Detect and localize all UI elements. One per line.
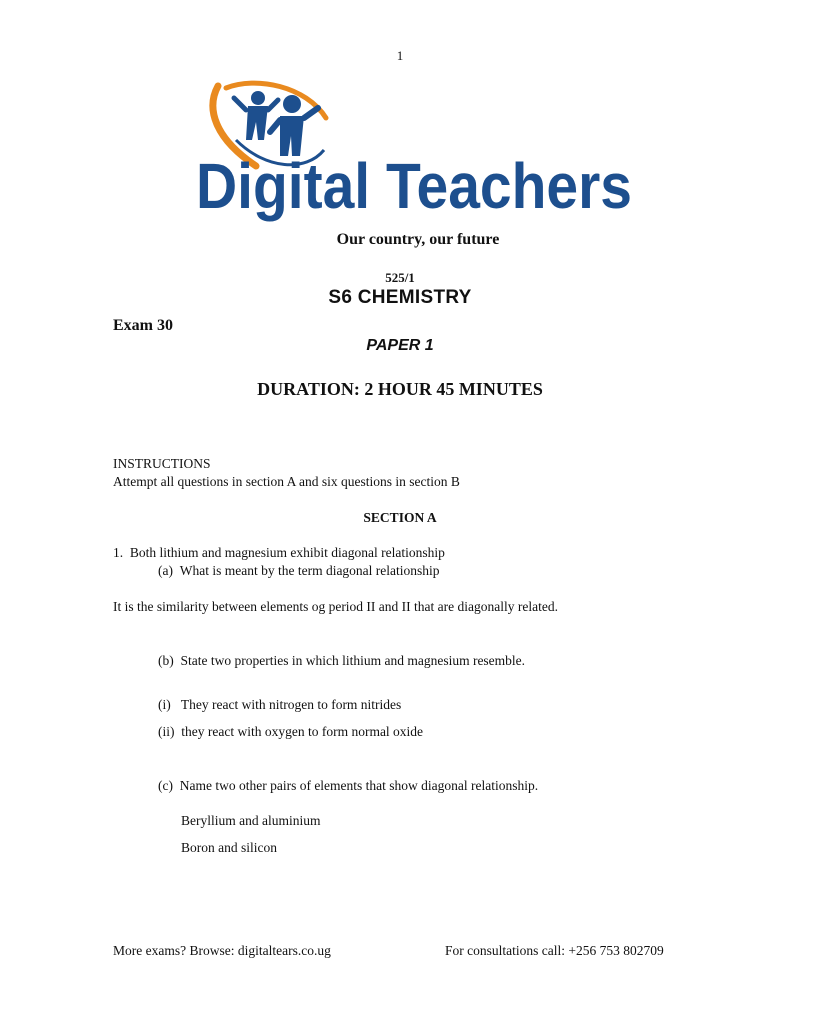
logo-wordmark: Digital Teachers (196, 150, 632, 222)
answer-1b-item: (i) They react with nitrogen to form nitrides (158, 697, 402, 712)
answer-1b-item: (ii) they react with oxygen to form normal oxide (158, 724, 424, 739)
question-1b: (b) State two properties in which lithium and magnesium resemble. (158, 653, 526, 668)
paper-title: PAPER 1 (366, 337, 434, 354)
question-1a: (a) What is meant by the term diagonal relationship (158, 563, 440, 578)
exam-number: Exam 30 (113, 317, 173, 334)
subject-title: S6 CHEMISTRY (328, 287, 472, 308)
instructions-text: Attempt all questions in section A and six questions in section B (113, 474, 460, 489)
question-1-stem: 1. Both lithium and magnesium exhibit diagonal relationship (113, 545, 445, 560)
footer-website: More exams? Browse: digitaltears.co.ug (113, 943, 331, 958)
digital-teachers-logo (196, 78, 636, 234)
paper-code: 525/1 (385, 270, 415, 285)
motto: Our country, our future (336, 231, 500, 248)
answer-1c-item: Beryllium and aluminium (181, 813, 321, 828)
instructions-heading: INSTRUCTIONS (113, 456, 211, 471)
duration: DURATION: 2 HOUR 45 MINUTES (257, 379, 543, 399)
section-heading: SECTION A (363, 510, 437, 525)
footer-contact: For consultations call: +256 753 802709 (445, 943, 664, 958)
answer-1c-item: Boron and silicon (181, 840, 277, 855)
question-1c: (c) Name two other pairs of elements that show diagonal relationship. (158, 778, 539, 793)
answer-1a: It is the similarity between elements og period II and II that are diagonally related. (113, 599, 558, 614)
page-number: 1 (396, 48, 404, 63)
